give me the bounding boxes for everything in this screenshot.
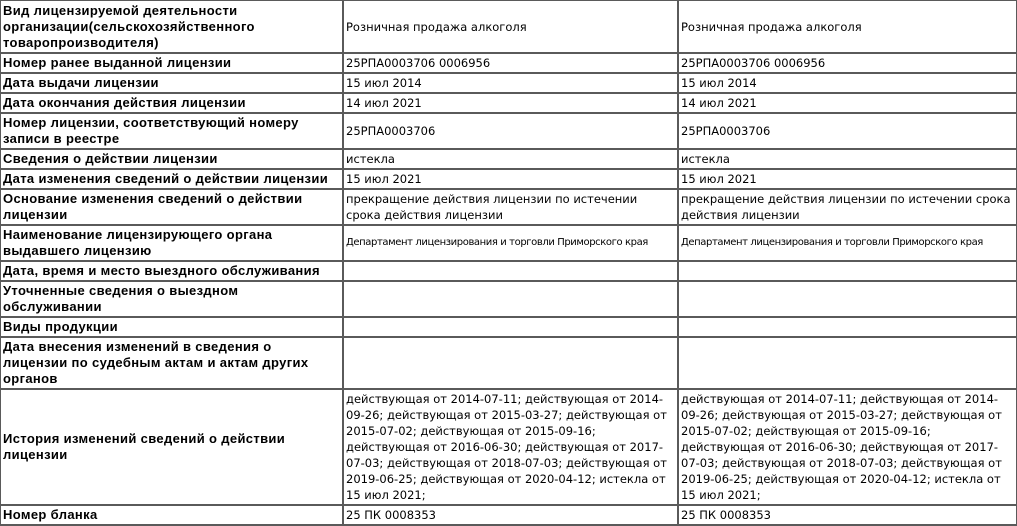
row-court-changes-date: [1, 338, 1017, 390]
value-field-service-datetime-1: [344, 262, 679, 282]
value-previous-license-number-1: 25РПА0003706 0006956: [344, 54, 679, 74]
label-status-change-reason: Основание изменения сведений о действии лицензии: [1, 190, 344, 226]
label-activity-type: Вид лицензируемой деятельности организации(сельскохозяйственного товаропроизводителя): [1, 1, 344, 54]
value-expiry-date-2: 14 июл 2021: [679, 94, 1017, 114]
row-form-number: [1, 506, 1017, 526]
value-activity-type-2: Розничная продажа алкоголя: [679, 1, 1017, 54]
value-status-change-reason-1: прекращение действия лицензии по истечении срока действия лицензии: [344, 190, 679, 226]
value-status-history-1: действующая от 2014-07-11; действующая от 2014-09-26; действующая от 2015-03-27; действующая от 2015-07-02; действующая от 2015-09-16; действующая от 2016-06-30; действующая от 2017-07-03; действующая от 2018-07-03; действующая от 2019-06-25; действующая от 2020-04-12; истекла от 15 июл 2021;: [344, 390, 679, 506]
row-product-types: [1, 318, 1017, 338]
value-issue-date-2: 15 июл 2014: [679, 74, 1017, 94]
row-status-change-reason: [1, 190, 1017, 226]
label-status-history: История изменений сведений о действии лицензии: [1, 390, 344, 506]
value-court-changes-date-1: [344, 338, 679, 390]
value-activity-type-1: Розничная продажа алкоголя: [344, 1, 679, 54]
value-form-number-1: 25 ПК 0008353: [344, 506, 679, 526]
value-product-types-2: [679, 318, 1017, 338]
row-registry-number: [1, 114, 1017, 150]
label-form-number: Номер бланка: [1, 506, 344, 526]
value-court-changes-date-2: [679, 338, 1017, 390]
label-expiry-date: Дата окончания действия лицензии: [1, 94, 344, 114]
value-field-service-details-2: [679, 282, 1017, 318]
row-expiry-date: [1, 94, 1017, 114]
value-registry-number-2: 25РПА0003706: [679, 114, 1017, 150]
label-field-service-details: Уточненные сведения о выездном обслуживании: [1, 282, 344, 318]
label-issue-date: Дата выдачи лицензии: [1, 74, 344, 94]
value-field-service-datetime-2: [679, 262, 1017, 282]
row-field-service-details: [1, 282, 1017, 318]
row-status-change-date: [1, 170, 1017, 190]
row-licensing-authority: [1, 226, 1017, 262]
row-license-status: [1, 150, 1017, 170]
label-previous-license-number: Номер ранее выданной лицензии: [1, 54, 344, 74]
value-license-status-2: истекла: [679, 150, 1017, 170]
row-status-history: [1, 390, 1017, 506]
value-licensing-authority-2: Департамент лицензирования и торговли Приморского края: [679, 226, 1017, 262]
label-license-status: Сведения о действии лицензии: [1, 150, 344, 170]
value-status-change-date-1: 15 июл 2021: [344, 170, 679, 190]
value-previous-license-number-2: 25РПА0003706 0006956: [679, 54, 1017, 74]
label-registry-number: Номер лицензии, соответствующий номеру записи в реестре: [1, 114, 344, 150]
value-status-history-2: действующая от 2014-07-11; действующая от 2014-09-26; действующая от 2015-03-27; действующая от 2015-07-02; действующая от 2015-09-16; действующая от 2016-06-30; действующая от 2017-07-03; действующая от 2018-07-03; действующая от 2019-06-25; действующая от 2020-04-12; истекла от 15 июл 2021;: [679, 390, 1017, 506]
row-field-service-datetime: [1, 262, 1017, 282]
label-product-types: Виды продукции: [1, 318, 344, 338]
row-activity-type: [1, 1, 1017, 54]
value-field-service-details-1: [344, 282, 679, 318]
value-registry-number-1: 25РПА0003706: [344, 114, 679, 150]
label-court-changes-date: Дата внесения изменений в сведения о лицензии по судебным актам и актам других органов: [1, 338, 344, 390]
value-status-change-reason-2: прекращение действия лицензии по истечении срока действия лицензии: [679, 190, 1017, 226]
label-status-change-date: Дата изменения сведений о действии лицензии: [1, 170, 344, 190]
label-licensing-authority: Наименование лицензирующего органа выдавшего лицензию: [1, 226, 344, 262]
value-product-types-1: [344, 318, 679, 338]
value-status-change-date-2: 15 июл 2021: [679, 170, 1017, 190]
label-field-service-datetime: Дата, время и место выездного обслуживания: [1, 262, 344, 282]
value-licensing-authority-1: Департамент лицензирования и торговли Приморского края: [344, 226, 679, 262]
value-expiry-date-1: 14 июл 2021: [344, 94, 679, 114]
value-license-status-1: истекла: [344, 150, 679, 170]
row-previous-license-number: [1, 54, 1017, 74]
row-issue-date: [1, 74, 1017, 94]
value-issue-date-1: 15 июл 2014: [344, 74, 679, 94]
value-form-number-2: 25 ПК 0008353: [679, 506, 1017, 526]
